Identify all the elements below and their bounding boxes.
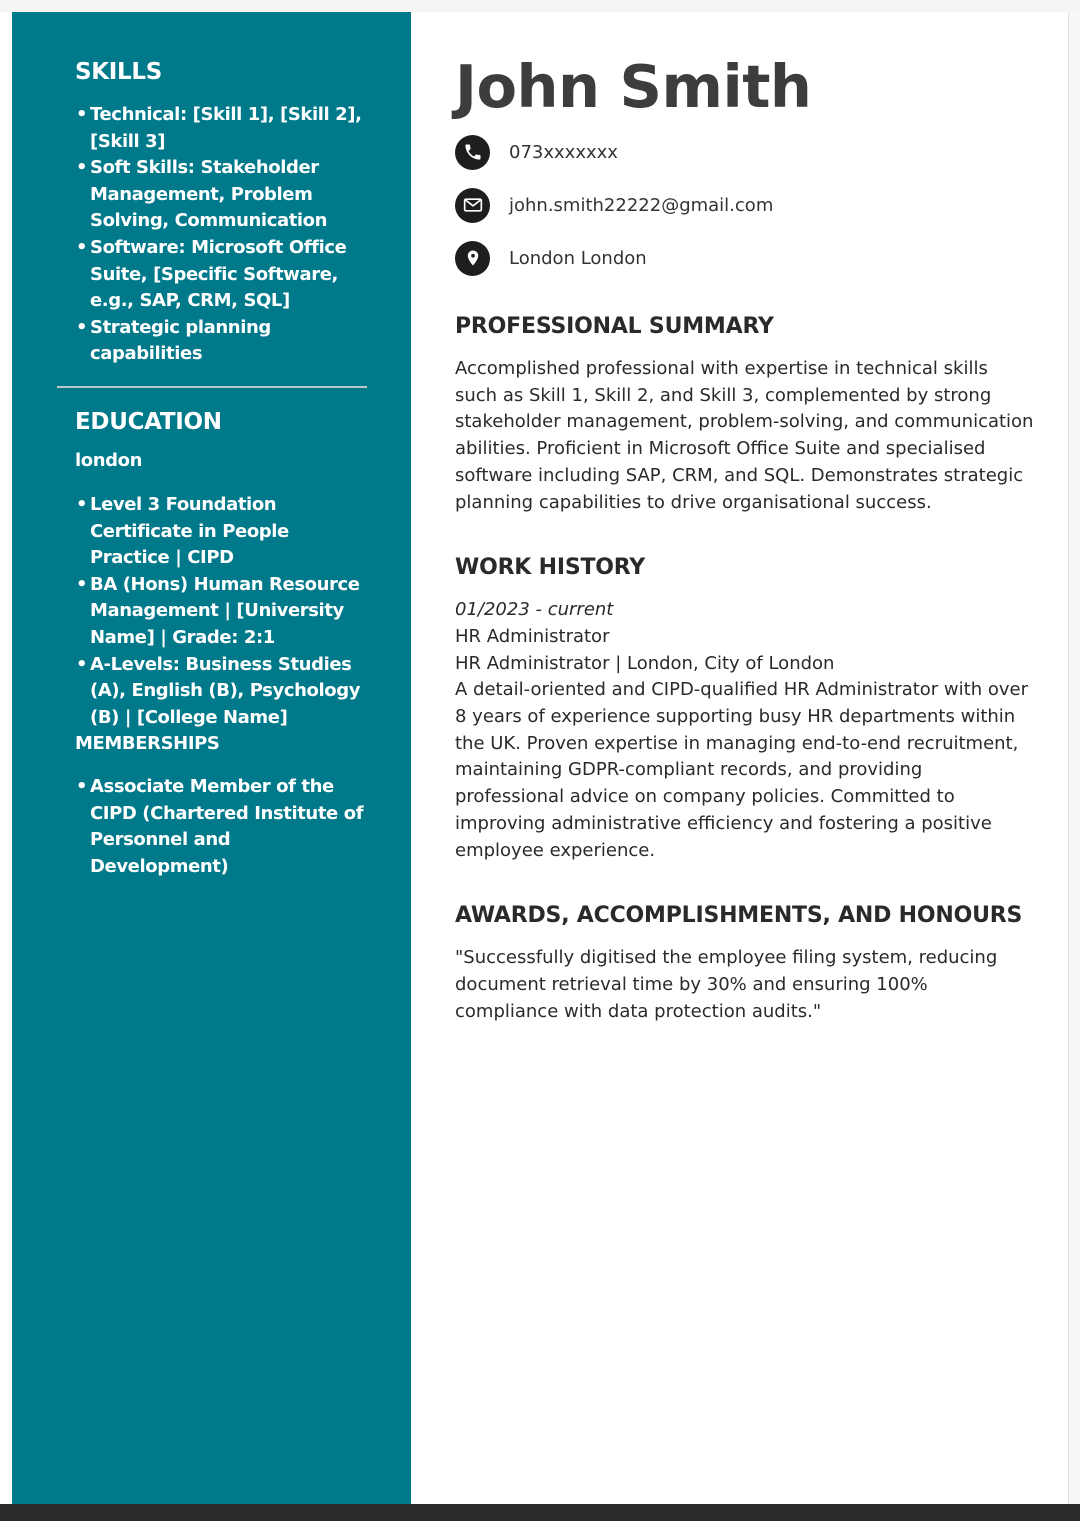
skill-item: • Software: Microsoft Office Suite, [Specific Software, e.g., SAP, CRM, SQL] bbox=[76, 236, 347, 312]
skill-item: • Strategic planning capabilities bbox=[76, 316, 271, 365]
membership-item: • Associate Member of the CIPD (Chartered Institute of Personnel and Development) bbox=[76, 776, 364, 878]
resume-main bbox=[455, 12, 1035, 1025]
memberships-list bbox=[75, 774, 371, 880]
education-list bbox=[75, 492, 371, 731]
email-text: john.smith22222@gmail.com bbox=[509, 194, 774, 216]
work-history-heading: WORK HISTORY bbox=[455, 555, 646, 581]
work-dates: 01/2023 - current bbox=[455, 599, 614, 621]
education-item: • Level 3 Foundation Certificate in People Practice | CIPD bbox=[76, 493, 289, 569]
resume-page bbox=[0, 12, 1068, 1504]
education-heading: EDUCATION bbox=[75, 408, 222, 435]
sidebar-divider bbox=[57, 386, 367, 388]
taskbar-edge bbox=[0, 1504, 1080, 1521]
email-icon bbox=[455, 188, 490, 223]
memberships-heading: MEMBERSHIPS bbox=[75, 733, 220, 755]
location-icon bbox=[455, 241, 490, 276]
skills-list bbox=[75, 102, 371, 368]
work-description: A detail-oriented and CIPD-qualified HR Administrator with over 8 years of experience supporting busy HR departments within the UK. Proven expertise in managing end-to-end recruitment, maintaining GDPR-compliant records, and providing professional advice on company policies. Committed to improving administrative efficiency and fostering a positive employee experience. bbox=[455, 679, 1028, 861]
skills-heading: SKILLS bbox=[75, 59, 163, 85]
summary-heading: PROFESSIONAL SUMMARY bbox=[455, 314, 774, 339]
education-item: • BA (Hons) Human Resource Management | [University Name] | Grade: 2:1 bbox=[76, 573, 360, 648]
skill-item: • Soft Skills: Stakeholder Management, Problem Solving, Communication bbox=[76, 157, 328, 232]
awards-heading: AWARDS, ACCOMPLISHMENTS, AND HONOURS bbox=[455, 903, 1023, 929]
education-place: london bbox=[75, 449, 143, 471]
summary-text: Accomplished professional with expertise in technical skills such as Skill 1, Skill 2, and Skill 3, complemented by strong stakeholder management, problem-solving, and communication abilities. Proficient in Microsoft Office Suite and specialised software including SAP, CRM, and SQL. Demonstrates strategic planning capabilities to drive organisational success. bbox=[455, 358, 1034, 513]
phone-icon bbox=[455, 135, 490, 170]
work-title: HR Administrator bbox=[455, 625, 610, 647]
location-text: London London bbox=[509, 247, 647, 269]
contact-location bbox=[455, 240, 1035, 276]
phone-text: 073xxxxxxx bbox=[509, 141, 618, 163]
work-entry bbox=[455, 597, 1035, 864]
awards-text: "Successfully digitised the employee filing system, reducing document retrieval time by 30% and ensuring 100% compliance with data protection audits." bbox=[455, 947, 998, 1022]
contact-email bbox=[455, 187, 1035, 223]
work-employer: HR Administrator | London, City of London bbox=[455, 652, 835, 674]
scroll-gutter bbox=[1068, 12, 1080, 1504]
education-item: • A-Levels: Business Studies (A), English (B), Psychology (B) | [College Name] bbox=[76, 653, 361, 728]
resume-sidebar bbox=[12, 12, 411, 1504]
candidate-name: John Smith bbox=[455, 52, 812, 121]
contact-phone bbox=[455, 134, 1035, 170]
skill-item: • Technical: [Skill 1], [Skill 2], [Skill 3] bbox=[76, 104, 362, 152]
